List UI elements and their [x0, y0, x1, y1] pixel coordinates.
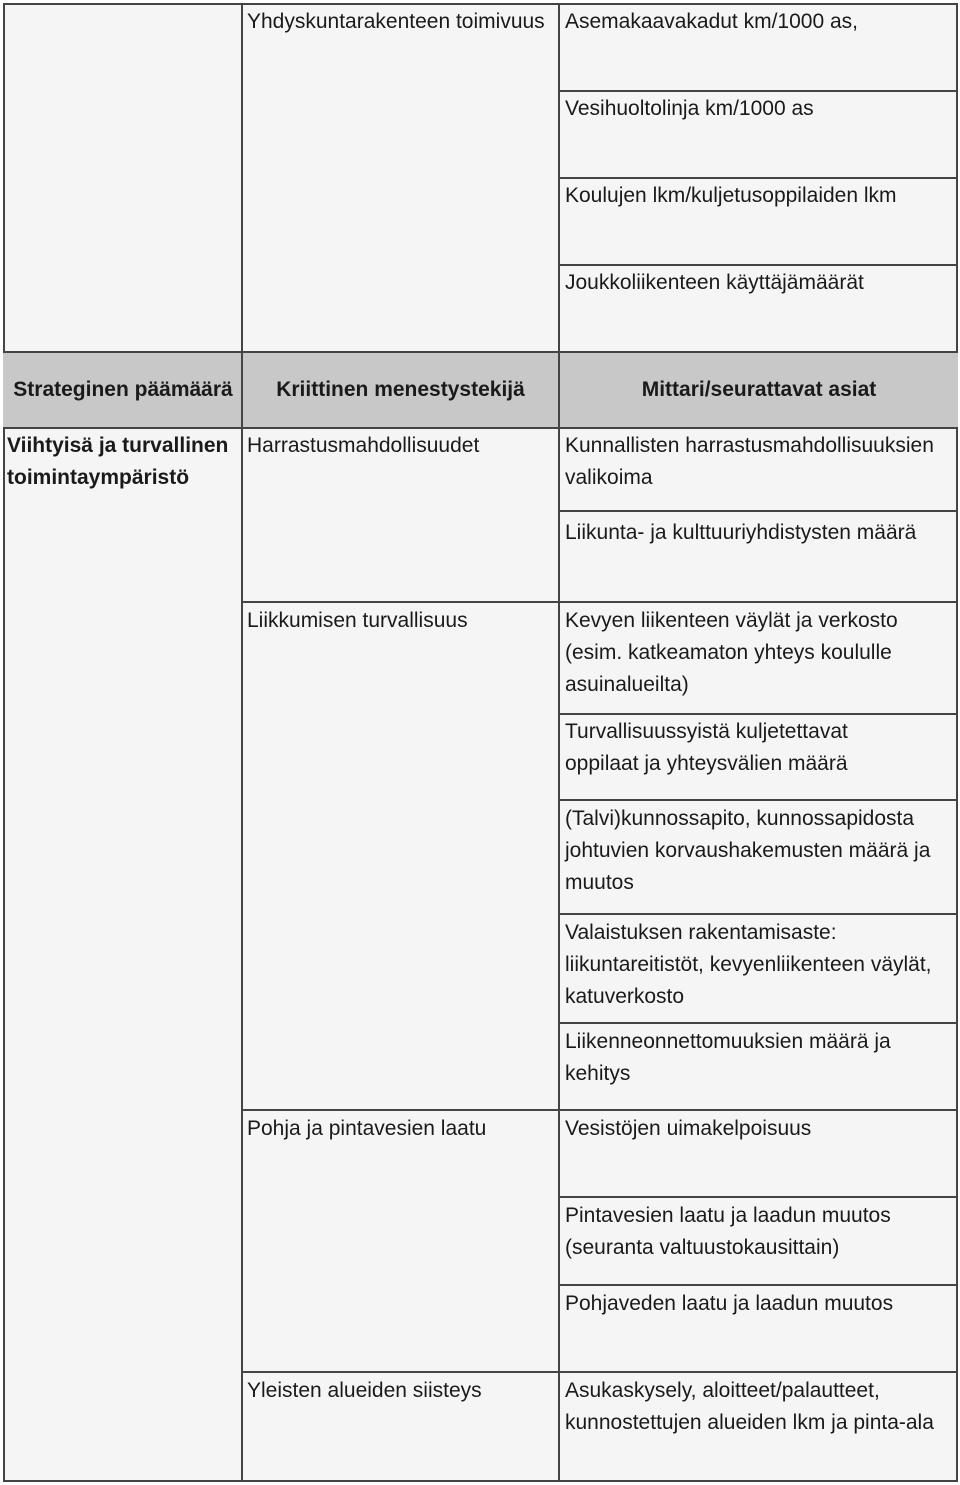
row-divider — [558, 510, 958, 512]
factor-cell: Pohja ja pintavesien laatu — [247, 1117, 487, 1140]
row-divider — [558, 264, 958, 266]
row-divider — [558, 90, 958, 92]
metric-cell: (Talvi)kunnossapito, kunnossapidosta johtuvien korvaushakemusten määrä ja muutos — [565, 807, 931, 894]
factor-cell: Harrastusmahdollisuudet — [247, 434, 480, 457]
row-divider — [241, 1371, 958, 1373]
metric-cell: Liikunta- ja kulttuuriyhdistysten määrä — [565, 521, 917, 544]
factor-cell: Yleisten alueiden siisteys — [247, 1379, 482, 1402]
metric-cell: Valaistuksen rakentamisaste: liikuntareitistöt, kevyenliikenteen väylät, katuverkosto — [565, 921, 932, 1008]
column-divider — [558, 3, 560, 1482]
row-divider — [3, 427, 958, 429]
row-divider — [558, 1284, 958, 1286]
header-metrics: Mittari/seurattavat asiat — [641, 378, 877, 401]
metric-cell: Kunnallisten harrastusmahdollisuuksien valikoima — [565, 434, 934, 489]
header-strategic-goal: Strateginen päämäärä — [13, 378, 233, 401]
metric-cell: Pohjaveden laatu ja laadun muutos — [565, 1292, 894, 1315]
metric-cell: Vesistöjen uimakelpoisuus — [565, 1117, 812, 1140]
row-divider — [558, 913, 958, 915]
column-divider — [241, 3, 243, 1482]
metric-cell: Koulujen lkm/kuljetusoppilaiden lkm — [565, 184, 897, 207]
metric-cell: Joukkoliikenteen käyttäjämäärät — [565, 271, 864, 294]
metric-cell: Asukaskysely, aloitteet/palautteet, kunnostettujen alueiden lkm ja pinta-ala — [565, 1379, 934, 1434]
header-critical-factor: Kriittinen menestystekijä — [276, 378, 525, 401]
metric-cell: Asemakaavakadut km/1000 as, — [565, 10, 858, 33]
metric-cell: Kevyen liikenteen väylät ja verkosto (esim. katkeamaton yhteys koululle asuinalueilta) — [565, 609, 898, 696]
metric-cell: Vesihuoltolinja km/1000 as — [565, 97, 814, 120]
row-divider — [241, 1109, 958, 1111]
row-divider — [558, 177, 958, 179]
factor-cell: Liikkumisen turvallisuus — [247, 609, 468, 632]
row-divider — [241, 601, 958, 603]
metric-cell: Pintavesien laatu ja laadun muutos (seuranta valtuustokausittain) — [565, 1204, 891, 1259]
factor-cell: Yhdyskuntarakenteen toimivuus — [247, 10, 545, 33]
goal-cell: Viihtyisä ja turvallinen toimintaympäristö — [7, 434, 229, 489]
row-divider — [558, 713, 958, 715]
row-divider — [558, 1196, 958, 1198]
row-divider — [558, 1022, 958, 1024]
row-divider — [558, 799, 958, 801]
row-divider — [3, 351, 958, 353]
metric-cell: Liikenneonnettomuuksien määrä ja kehitys — [565, 1030, 891, 1085]
metric-cell: Turvallisuussyistä kuljetettavat oppilaat ja yhteysvälien määrä — [565, 720, 848, 775]
